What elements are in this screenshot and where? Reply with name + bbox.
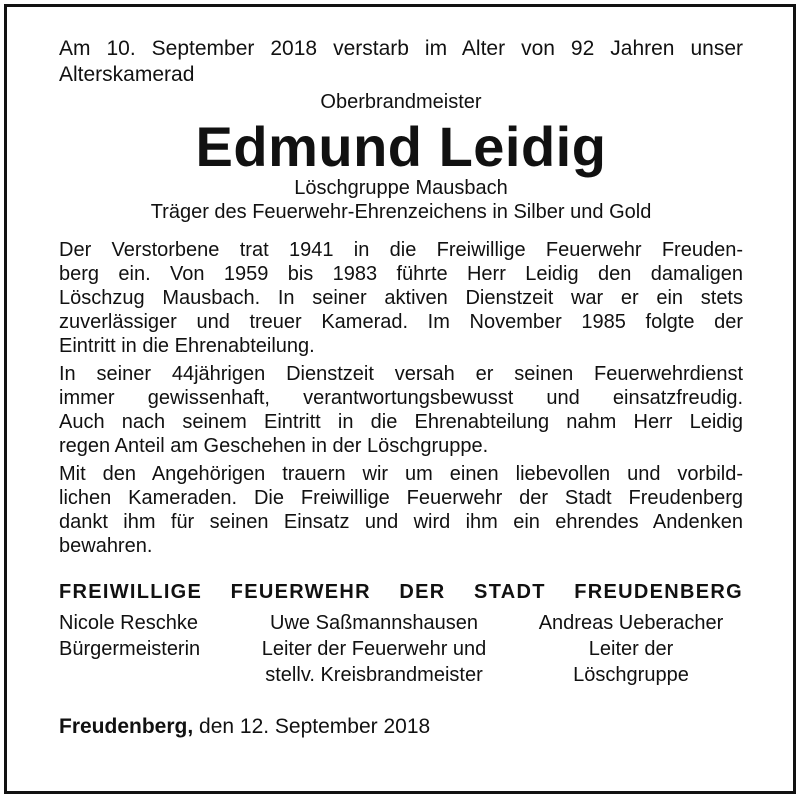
organization-name: FREIWILLIGE FEUERWEHR DER STADT FREUDENBERG bbox=[59, 581, 743, 603]
text-line: lichen Kameraden. Die Freiwillige Feuerwehr der Stadt Freudenberg bbox=[59, 487, 743, 509]
deceased-rank: Oberbrandmeister bbox=[320, 91, 482, 113]
signer-title: Leiter der bbox=[588, 638, 674, 660]
signer-title: Leiter der Feuerwehr und bbox=[261, 638, 487, 660]
signer-title: Bürgermeisterin bbox=[59, 638, 201, 660]
paragraph-condolence bbox=[59, 462, 743, 558]
text-line: Eintritt in die Ehrenabteilung. bbox=[59, 335, 315, 357]
signer-reschke bbox=[59, 610, 229, 688]
notice-date: den 12. September 2018 bbox=[193, 715, 431, 738]
obituary-notice bbox=[59, 36, 743, 740]
text-line: Löschzug Mausbach. In seiner aktiven Dienstzeit war er ein stets bbox=[59, 287, 743, 309]
place-name: Freudenberg, bbox=[59, 715, 194, 738]
text-line: Der Verstorbene trat 1941 in die Freiwillige Feuerwehr Freuden- bbox=[59, 239, 743, 261]
paragraph-service bbox=[59, 362, 743, 458]
intro-text bbox=[59, 36, 743, 88]
signer-name: Andreas Ueberacher bbox=[538, 612, 724, 634]
text-line: regen Anteil am Geschehen in der Löschgruppe. bbox=[59, 435, 489, 457]
text-line: dankt ihm für seinen Einsatz und wird ihm ein ehrendes Andenken bbox=[59, 511, 743, 533]
text-line: immer gewissenhaft, verantwortungsbewusst und einsatzfreudig. bbox=[59, 387, 743, 409]
signer-title: stellv. Kreisbrandmeister bbox=[265, 664, 483, 686]
signer-name: Nicole Reschke bbox=[59, 612, 198, 634]
signer-ueberacher bbox=[519, 610, 743, 688]
signer-title: Löschgruppe bbox=[573, 664, 689, 686]
text-line: In seiner 44jährigen Dienstzeit versah er seinen Feuerwehrdienst bbox=[59, 363, 743, 385]
text-line: bewahren. bbox=[59, 535, 153, 557]
deceased-honor: Träger des Feuerwehr-Ehrenzeichens in Silber und Gold bbox=[150, 201, 652, 223]
text-line: Auch nach seinem Eintritt in die Ehrenabteilung nahm Herr Leidig bbox=[59, 411, 743, 433]
deceased-unit: Löschgruppe Mausbach bbox=[294, 177, 508, 199]
place-and-date bbox=[59, 714, 743, 740]
intro-line: Alterskamerad bbox=[59, 63, 195, 86]
intro-line: Am 10. September 2018 verstarb im Alter von 92 Jahren unser bbox=[59, 37, 743, 60]
text-line: berg ein. Von 1959 bis 1983 führte Herr Leidig den damaligen bbox=[59, 263, 743, 285]
text-line: Mit den Angehörigen trauern wir um einen liebevollen und vorbild- bbox=[59, 463, 743, 485]
paragraph-biography bbox=[59, 238, 743, 358]
signatories bbox=[59, 610, 743, 688]
signer-sassmannshausen bbox=[234, 610, 514, 688]
signer-name: Uwe Saßmannshausen bbox=[270, 612, 478, 634]
deceased-name: Edmund Leidig bbox=[195, 115, 607, 178]
text-line: zuverlässiger und treuer Kamerad. Im November 1985 folgte der bbox=[59, 311, 743, 333]
